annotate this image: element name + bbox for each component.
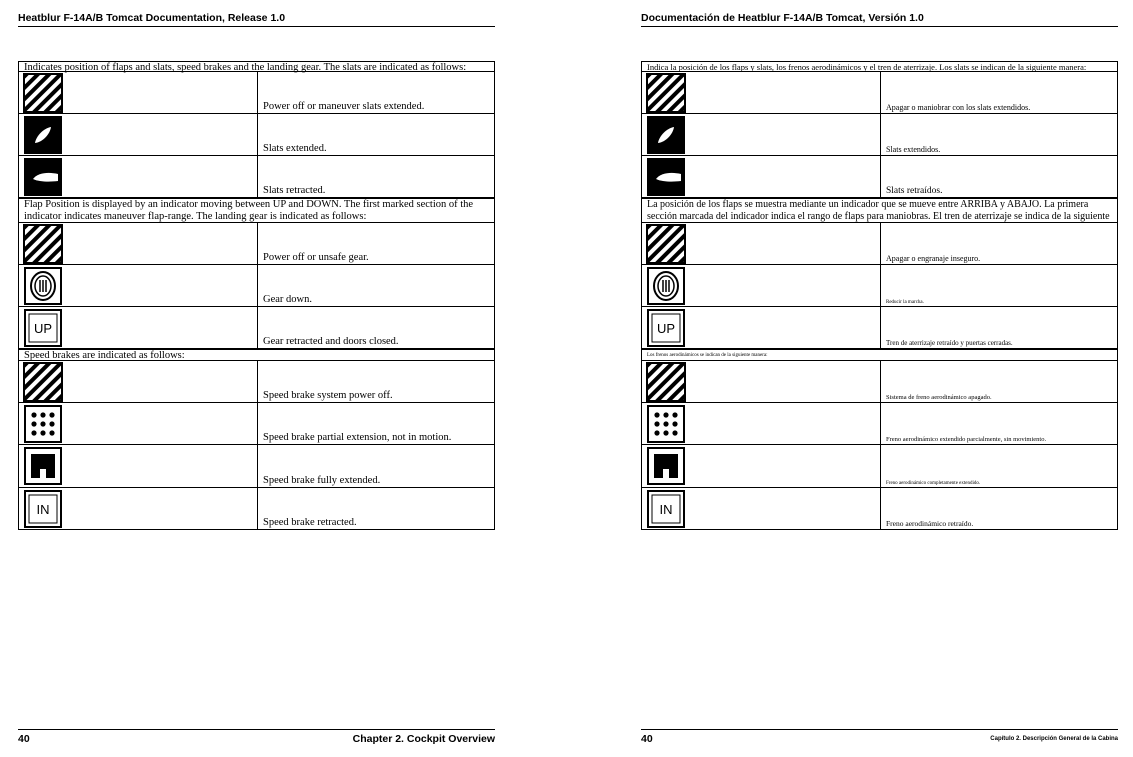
gear-intro: Flap Position is displayed by an indicator moving between UP and DOWN. The first marked section of the indicator indicates maneuver flap-range. The landing gear is indicated as follows: [18, 198, 495, 223]
table-row [641, 223, 1118, 265]
table-row [641, 72, 1118, 114]
footer-rule [18, 729, 495, 730]
row-description: Speed brake partial extension, not in motion. [263, 432, 452, 443]
table-row [641, 403, 1118, 445]
speed-brake-partial-icon [647, 405, 685, 443]
speed-brake-retracted-icon [24, 490, 62, 528]
speed-brake-partial-icon [24, 405, 62, 443]
slats-intro: Indicates position of flaps and slats, speed brakes and the landing gear. The slats are indicated as follows: [18, 61, 495, 72]
row-description: Apagar o maniobrar con los slats extendidos. [886, 103, 1031, 112]
page-number: 40 [641, 733, 653, 745]
speed-brake-extended-icon [647, 447, 685, 485]
gear-up-icon [24, 309, 62, 347]
page-number: 40 [18, 733, 30, 745]
table-row [18, 488, 495, 530]
row-description: Speed brake retracted. [263, 517, 357, 528]
row-description: Freno aerodinámico extendido parcialmente, sin movimiento. [886, 436, 1047, 443]
gear-intro: La posición de los flaps se muestra mediante un indicador que se mueve entre ARRIBA y ABAJO. La primera sección marcada del indicador indica el rango de flaps para maniobras. El tren de aterrizaje se indica de la siguiente [641, 198, 1118, 223]
gear-down-icon [24, 267, 62, 305]
speed-brake-extended-icon [24, 447, 62, 485]
row-description: Slats extendidos. [886, 145, 941, 154]
brake-intro: Speed brakes are indicated as follows: [18, 349, 495, 361]
page-right [641, 0, 1118, 757]
speed-brake-retracted-icon [647, 490, 685, 528]
table-row [18, 265, 495, 307]
table-row [18, 445, 495, 488]
header-rule [18, 26, 495, 27]
page-header: Heatblur F-14A/B Tomcat Documentation, Release 1.0 [18, 12, 286, 24]
row-description: Apagar o engranaje inseguro. [886, 254, 981, 263]
page-header: Documentación de Heatblur F-14A/B Tomcat, Versión 1.0 [641, 12, 924, 24]
row-description: Sistema de freno aerodinámico apagado. [886, 394, 992, 401]
row-description: Gear retracted and doors closed. [263, 336, 399, 347]
footer-rule [641, 729, 1118, 730]
table-row [641, 114, 1118, 156]
table-row [18, 72, 495, 114]
header-rule [641, 26, 1118, 27]
table-row [641, 156, 1118, 198]
table-row [641, 445, 1118, 488]
slats-retracted-icon [24, 158, 62, 196]
row-description: Freno aerodinámico retraído. [886, 519, 974, 528]
page-left [18, 0, 495, 757]
svg-text:IN: IN [36, 502, 50, 517]
table-row [18, 223, 495, 265]
hatched-power-off-icon [647, 363, 685, 401]
slats-extended-icon [647, 116, 685, 154]
slats-retracted-icon [647, 158, 685, 196]
row-description: Power off or unsafe gear. [263, 252, 369, 263]
table-row [641, 361, 1118, 403]
table-row [641, 307, 1118, 349]
chapter-title: Capítulo 2. Descripción General de la Cabina [990, 736, 1118, 742]
table-row [641, 265, 1118, 307]
row-description: Power off or maneuver slats extended. [263, 101, 425, 112]
hatched-power-off-icon [24, 225, 62, 263]
table-row [18, 361, 495, 403]
slats-intro: Indica la posición de los flaps y slats, los frenos aerodinámicos y el tren de aterrizaje. Los slats se indican de la siguiente manera: [641, 61, 1118, 72]
row-description: Speed brake fully extended. [263, 475, 381, 486]
svg-text:UP: UP [33, 321, 53, 336]
hatched-power-off-icon [24, 363, 62, 401]
hatched-power-off-icon [647, 74, 685, 112]
row-description: Gear down. [263, 294, 312, 305]
table-row [18, 156, 495, 198]
svg-text:IN: IN [659, 502, 673, 517]
svg-text:UP: UP [656, 321, 676, 336]
row-description: Slats retraídos. [886, 186, 943, 196]
gear-up-icon [647, 309, 685, 347]
table-row [18, 307, 495, 349]
row-description: Slats extended. [263, 143, 327, 154]
table-row [18, 114, 495, 156]
hatched-power-off-icon [647, 225, 685, 263]
brake-intro: Los frenos aerodinámicos se indican de la siguiente manera: [641, 349, 1118, 361]
chapter-title: Chapter 2. Cockpit Overview [352, 733, 495, 745]
row-description: Slats retracted. [263, 185, 326, 196]
row-description: Tren de aterrizaje retraído y puertas cerradas. [886, 339, 1013, 347]
row-description: Speed brake system power off. [263, 390, 393, 401]
table-row [641, 488, 1118, 530]
row-description: Reducir la marcha. [886, 300, 924, 305]
row-description: Freno aerodinámico completamente extendido. [886, 481, 981, 486]
gear-down-icon [647, 267, 685, 305]
hatched-power-off-icon [24, 74, 62, 112]
table-row [18, 403, 495, 445]
slats-extended-icon [24, 116, 62, 154]
